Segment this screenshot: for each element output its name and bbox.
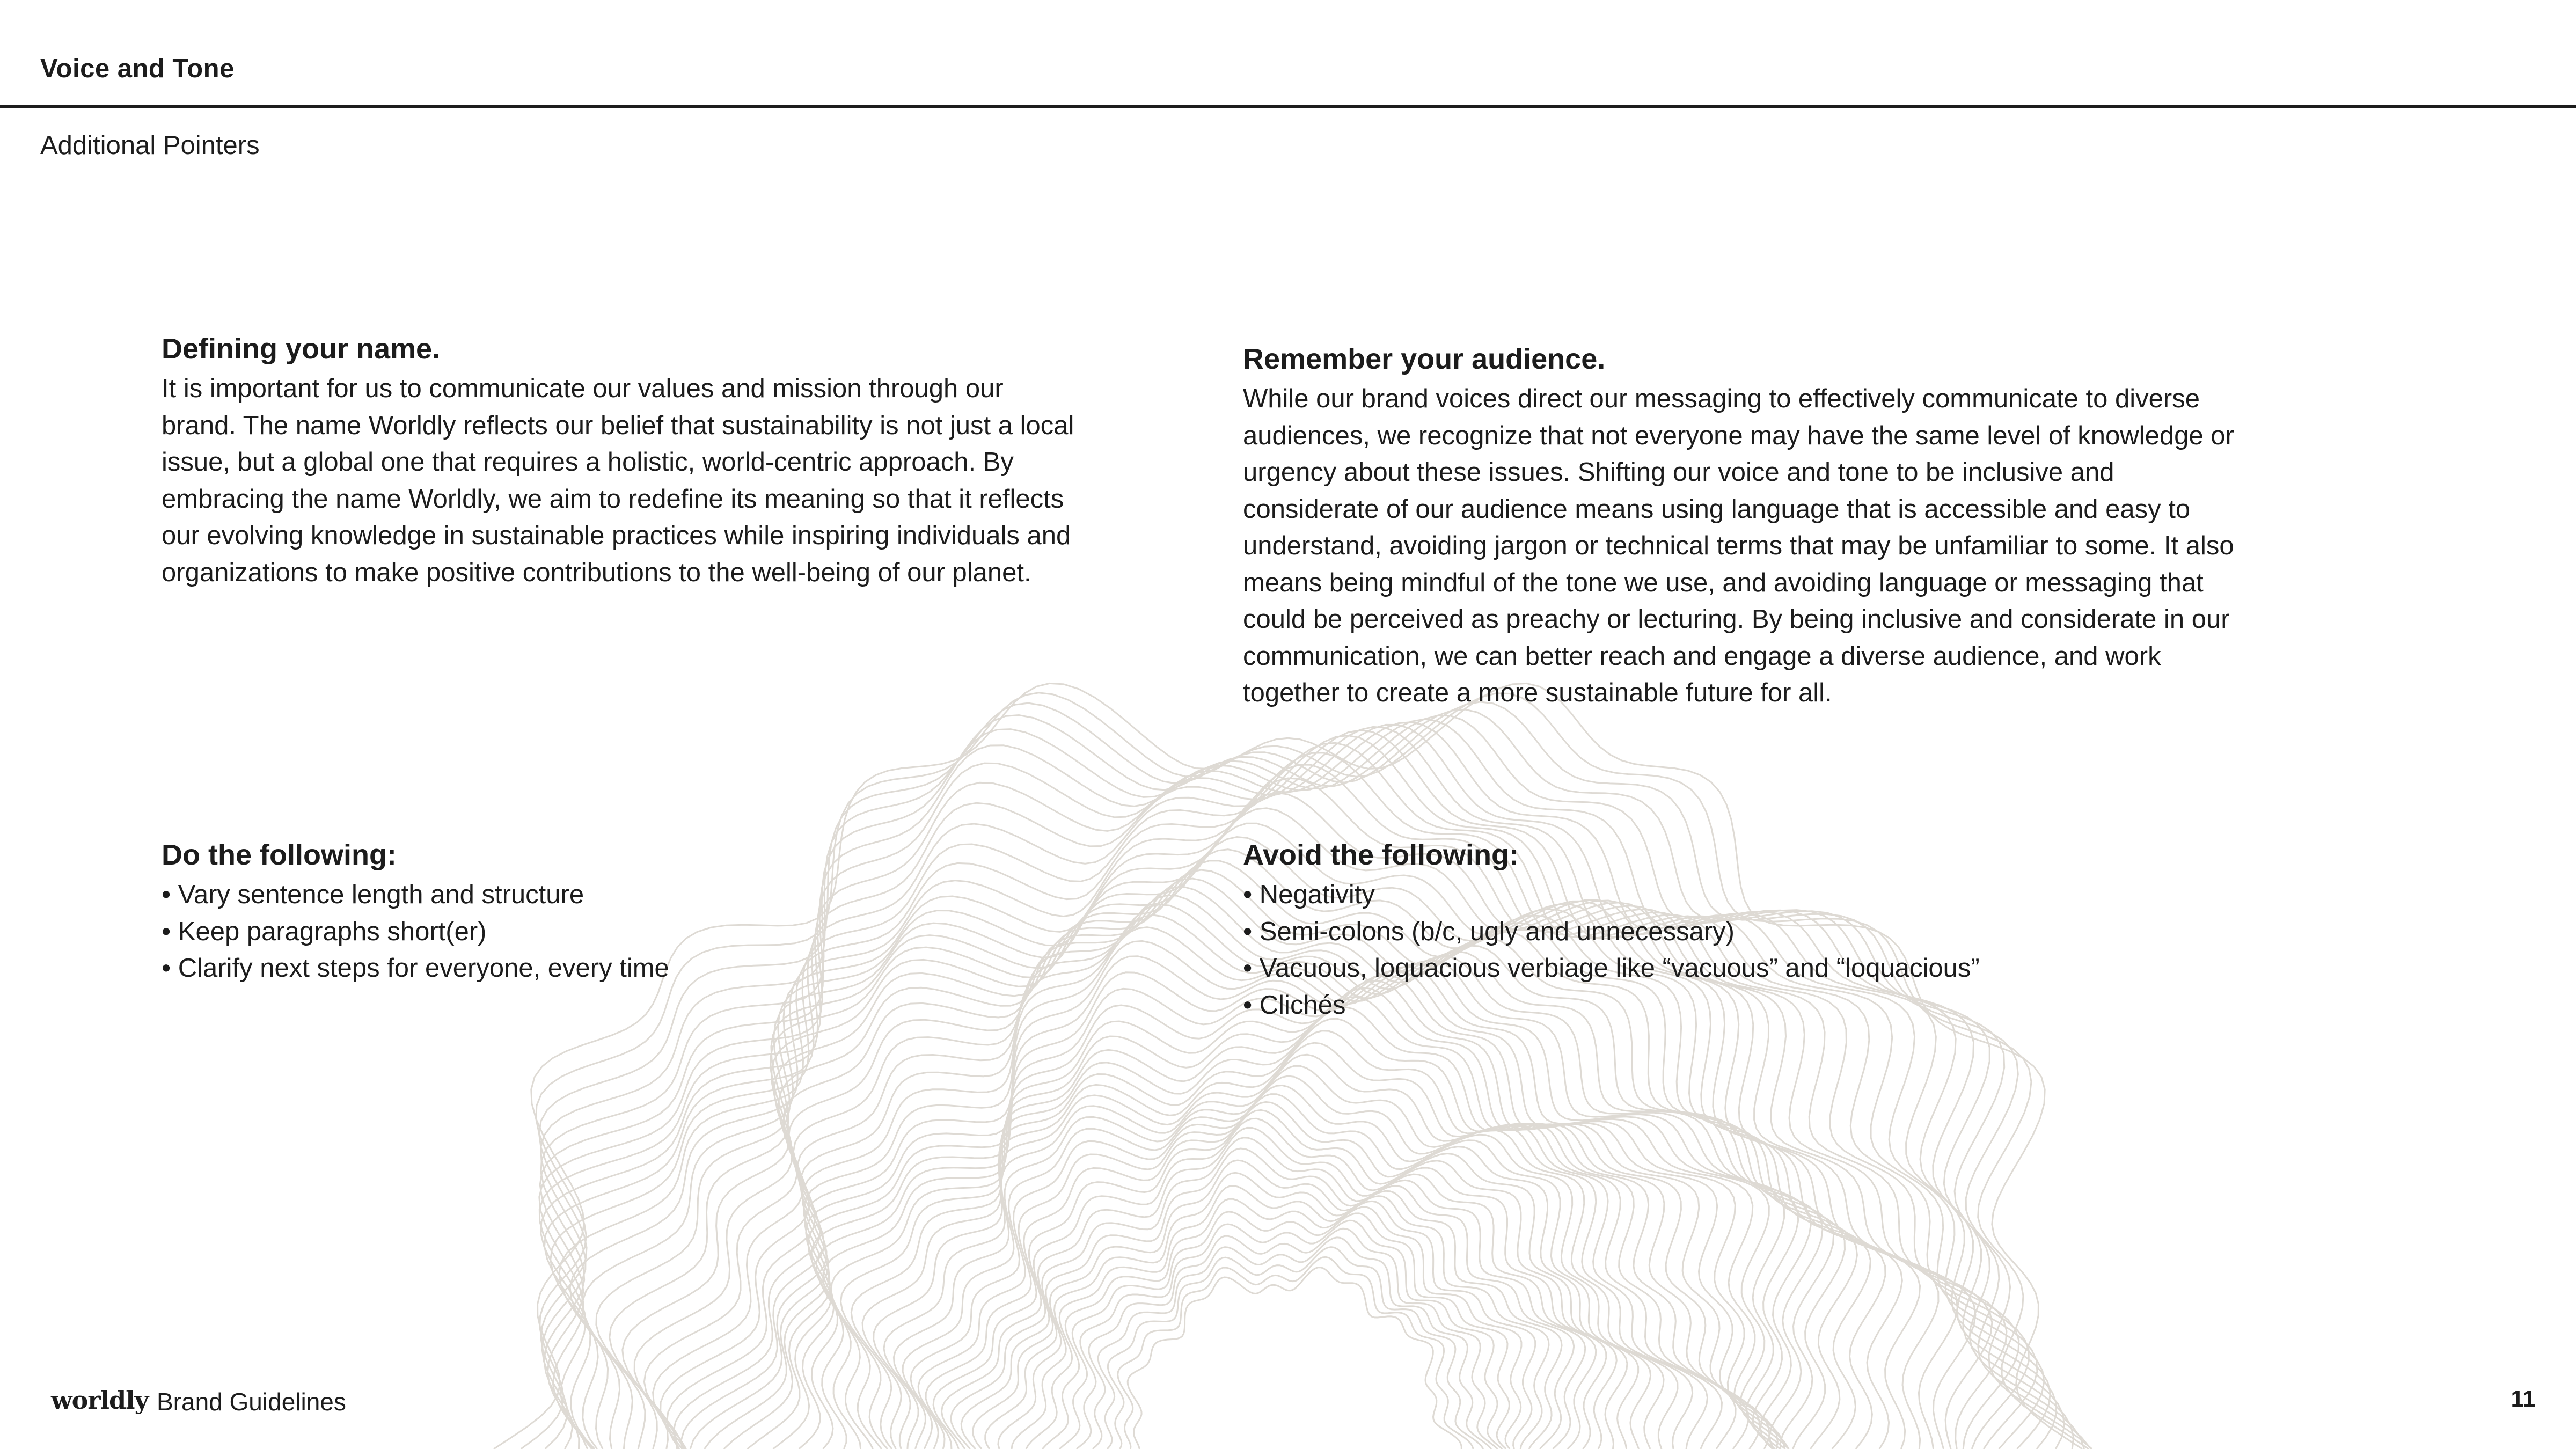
do-list xyxy=(162,876,1085,987)
do-section xyxy=(162,837,1085,987)
contour-line xyxy=(521,693,2089,1449)
avoid-list xyxy=(1243,876,2246,1023)
list-item: • Keep paragraphs short(er) xyxy=(162,913,1085,950)
page-number: 11 xyxy=(2511,1386,2536,1412)
audience-heading: Remember your audience. xyxy=(1243,343,1606,375)
contour-line xyxy=(1042,1199,1521,1449)
defining-name-section xyxy=(162,331,1085,591)
list-item: • Vary sentence length and structure xyxy=(162,876,1085,913)
audience-body: While our brand voices direct our messaging to effectively communicate to diverse audiences, we recognize that not everyone may have the same level of knowledge or urgency about these issues. Shifting our voice and tone to be inclusive and considerate of our audience means using language that is accessible and easy to understand, avoiding jargon or technical terms that may be unfamiliar to some. It also means being mindful of the tone we use, and avoiding language or messaging that could be perceived as preachy or lecturing. By being inclusive and considerate in our communication, we can better reach and engage a diverse audience, and work together to create a more sustainable future for all. xyxy=(1243,384,2234,707)
list-item: • Semi-colons (b/c, ugly and unnecessary) xyxy=(1243,913,2246,950)
contour-line xyxy=(808,967,1789,1449)
contour-line xyxy=(1128,1268,1461,1449)
contour-line xyxy=(539,722,2065,1449)
page-subtitle: Additional Pointers xyxy=(40,131,260,160)
defining-name-heading: Defining your name. xyxy=(162,333,441,365)
do-heading: Do the following: xyxy=(162,839,397,871)
contour-line xyxy=(539,724,2056,1449)
list-item: • Clarify next steps for everyone, every time xyxy=(162,950,1085,987)
page-title: Voice and Tone xyxy=(40,54,235,83)
contour-line xyxy=(494,683,2082,1449)
audience-section xyxy=(1243,341,2246,712)
contour-line xyxy=(1077,1220,1502,1449)
list-item: • Clichés xyxy=(1243,987,2246,1024)
contour-line xyxy=(1089,1228,1498,1449)
avoid-heading: Avoid the following: xyxy=(1243,839,1519,871)
footer-label: Brand Guidelines xyxy=(157,1388,346,1416)
defining-name-body: It is important for us to communicate our values and mission through our brand. The name Worldly reflects our belief that sustainability is not just a local issue, but a global one that requires a holistic, world-centric approach. By embracing the name Worldly, we aim to redefine its meaning so that it reflects our evolving knowledge in sustainable practices while inspiring individuals and organizations to make positive contributions to the well-being of our planet. xyxy=(162,374,1074,587)
list-item: • Negativity xyxy=(1243,876,2246,913)
header-divider xyxy=(0,105,2576,108)
contour-line xyxy=(831,988,1769,1449)
contour-line xyxy=(851,1007,1748,1449)
worldly-logo: worldly xyxy=(51,1386,149,1415)
contour-line xyxy=(817,975,1785,1449)
list-item: • Vacuous, loquacious verbiage like “vacuous” and “loquacious” xyxy=(1243,950,2246,987)
avoid-section xyxy=(1243,837,2246,1023)
contour-line xyxy=(541,727,2051,1449)
contour-line xyxy=(823,980,1778,1449)
